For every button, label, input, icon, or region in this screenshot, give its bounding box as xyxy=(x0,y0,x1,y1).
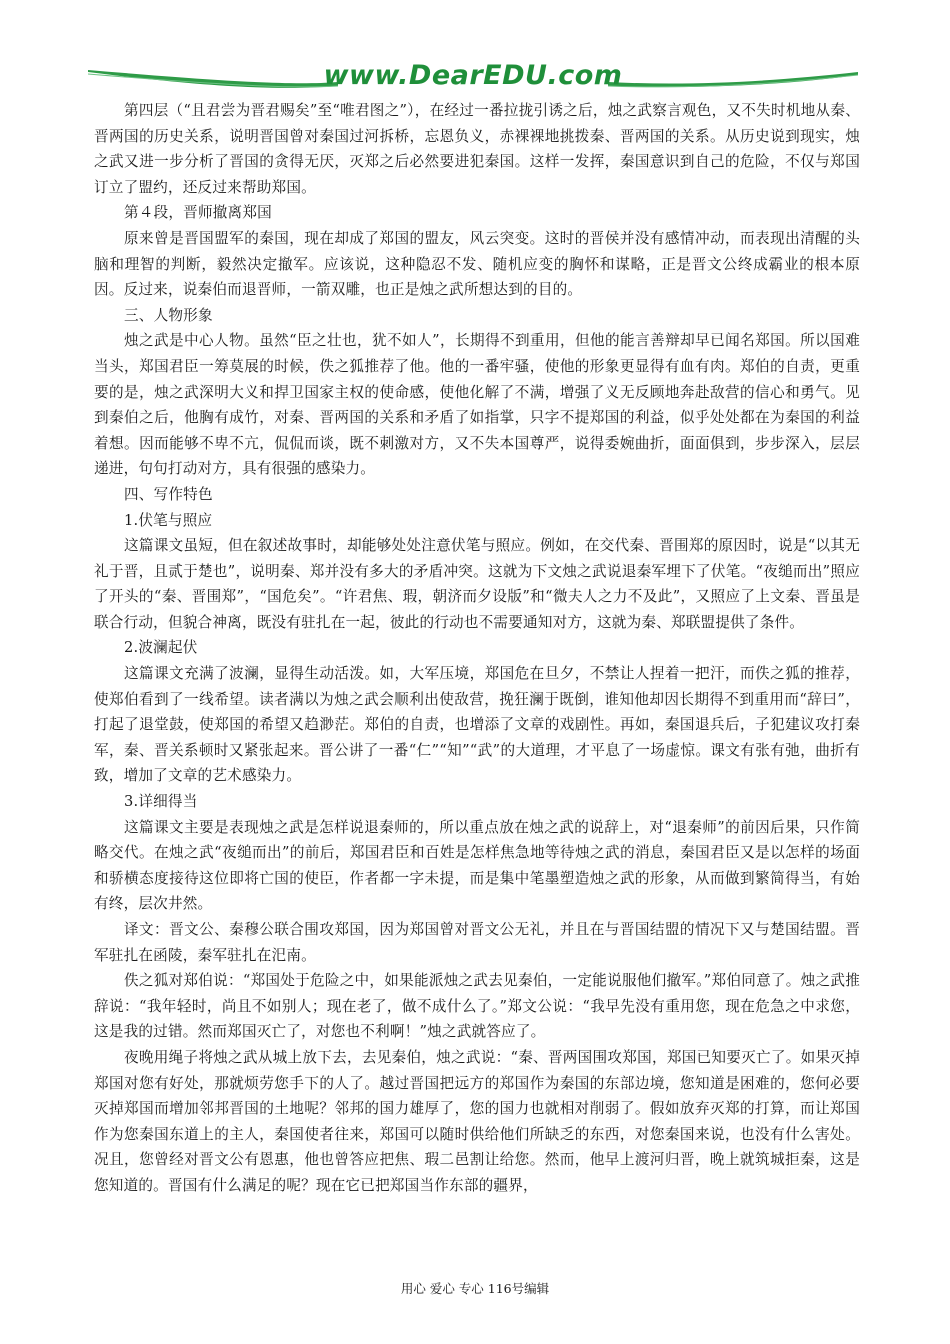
paragraph: 这篇课文充满了波澜，显得生动活泼。如，大军压境，郑国危在旦夕，不禁让人捏着一把汗，而佚之狐的推荐，使郑伯看到了一线希望。读者满以为烛之武会顺利出使敌营，挽狂澜于既倒，谁知他却因长期得不到重用而“辞曰”，打起了退堂鼓，使郑国的希望又趋渺茫。郑伯的自责，也增添了文章的戏剧性。再如，秦国退兵后，子犯建议攻打秦军，秦、晋关系顿时又紧张起来。晋公讲了一番“仁”“知”“武”的大道理，才平息了一场虚惊。课文有张有弛，曲折有致，增加了文章的艺术感染力。 xyxy=(94,665,860,785)
paragraph: 这篇课文虽短，但在叙述故事时，却能够处处注意伏笔与照应。例如，在交代秦、晋围郑的原因时，说是“以其无礼于晋，且贰于楚也”，说明秦、郑并没有多大的矛盾冲突。这就为下文烛之武说退秦军埋下了伏笔。“夜缒而出”照应了开头的“秦、晋围郑”，“国危矣”。“许君焦、瑕，朝济而夕设版”和“微夫人之力不及此”，又照应了上文秦、晋虽是联合行动，但貌合神离，既没有驻扎在一起，彼此的行动也不需要通知对方，这就为秦、郑联盟提供了条件。 xyxy=(94,537,860,631)
translation-paragraph: 译文：晋文公、秦穆公联合围攻郑国，因为郑国曾对晋文公无礼，并且在与晋国结盟的情况下又与楚国结盟。晋军驻扎在函陵，秦军驻扎在汜南。 xyxy=(94,921,860,964)
page-footer: 用心 爱心 专心 116号编辑 xyxy=(400,1281,550,1296)
paragraph: 原来曾是晋国盟军的秦国，现在却成了郑国的盟友，风云突变。这时的晋侯并没有感情冲动，而表现出清醒的头脑和理智的判断，毅然决定撤军。应该说，这种隐忍不发、随机应变的胸怀和谋略，正是晋文公终成霸业的根本原因。反过来，说秦伯而退晋师，一箭双雕，也正是烛之武所想达到的目的。 xyxy=(94,229,860,299)
section-heading: 四、写作特色 xyxy=(124,485,213,503)
document-body xyxy=(94,98,860,1199)
paragraph: 第四层（“且君尝为晋君赐矣”至“唯君图之”），在经过一番拉拢引诱之后，烛之武察言观色，又不失时机地从秦、晋两国的历史关系，说明晋国曾对秦国过河拆桥，忘恩负义，赤裸裸地挑拨秦、晋两国的关系。从历史说到现实，烛之武又进一步分析了晋国的贪得无厌，灭郑之后必然要进犯秦国。这样一发挥，秦国意识到自己的危险，不仅与郑国订立了盟约，还反过来帮助郑国。 xyxy=(94,102,860,196)
subsection-heading: 3.详细得当 xyxy=(124,793,198,811)
subsection-heading: 1.伏笔与照应 xyxy=(124,511,213,529)
translation-paragraph: 夜晚用绳子将烛之武从城上放下去，去见秦伯，烛之武说：“秦、晋两国围攻郑国，郑国已知要灭亡了。如果灭掉郑国对您有好处，那就烦劳您手下的人了。越过晋国把远方的郑国作为秦国的东部边境，您知道是困难的，您何必要灭掉郑国而增加邻邦晋国的土地呢？邻邦的国力雄厚了，您的国力也就相对削弱了。假如放弃灭郑的打算，而让郑国作为您秦国东道上的主人，秦国使者往来，郑国可以随时供给他们所缺乏的东西，对您秦国来说，也没有什么害处。况且，您曾经对晋文公有恩惠，他也曾答应把焦、瑕二邑割让给您。然而，他早上渡河归晋，晚上就筑城拒秦，这是您知道的。晋国有什么满足的呢？现在它已把郑国当作东部的疆界， xyxy=(94,1048,860,1194)
paragraph: 这篇课文主要是表现烛之武是怎样说退秦师的，所以重点放在烛之武的说辞上，对“退秦师”的前因后果，只作简略交代。在烛之武“夜缒而出”的前后，郑国君臣和百姓是怎样焦急地等待烛之武的消息，秦国君臣又是以怎样的场面和骄横态度接待这位即将亡国的使臣，作者都一字未提，而是集中笔墨塑造烛之武的形象，从而做到繁简得当，有始有终，层次井然。 xyxy=(94,818,860,913)
section-heading: 第４段，晋师撤离郑国 xyxy=(124,204,272,222)
subsection-heading: 2.波澜起伏 xyxy=(124,639,198,657)
site-logo-text[interactable]: www.DearEDU.com xyxy=(323,60,623,91)
paragraph: 烛之武是中心人物。虽然“臣之壮也，犹不如人”，长期得不到重用，但他的能言善辩却早已闻名郑国。所以国难当头，郑国君臣一筹莫展的时候，佚之狐推荐了他。他的一番牢骚，使他的形象更显得有血有肉。郑伯的自责，更重要的是，烛之武深明大义和捍卫国家主权的使命感，使他化解了不满，增强了义无反顾地奔赴敌营的信心和勇气。见到秦伯之后，他胸有成竹，对秦、晋两国的关系和矛盾了如指掌，只字不提郑国的利益，似乎处处都在为秦国的利益着想。因而能够不卑不亢，侃侃而谈，既不刺激对方，又不失本国尊严，说得委婉曲折，面面俱到，步步深入，层层递进，句句打动对方，具有很强的感染力。 xyxy=(94,332,860,478)
section-heading: 三、人物形象 xyxy=(124,306,213,324)
site-header xyxy=(88,58,858,98)
translation-paragraph: 佚之狐对郑伯说：“郑国处于危险之中，如果能派烛之武去见秦伯，一定能说服他们撤军。”郑伯同意了。烛之武推辞说：“我年轻时，尚且不如别人；现在老了，做不成什么了。”郑文公说：“我早先没有重用您，现在危急之中求您，这是我的过错。然而郑国灭亡了，对您也不利啊！”烛之武就答应了。 xyxy=(94,972,860,1041)
